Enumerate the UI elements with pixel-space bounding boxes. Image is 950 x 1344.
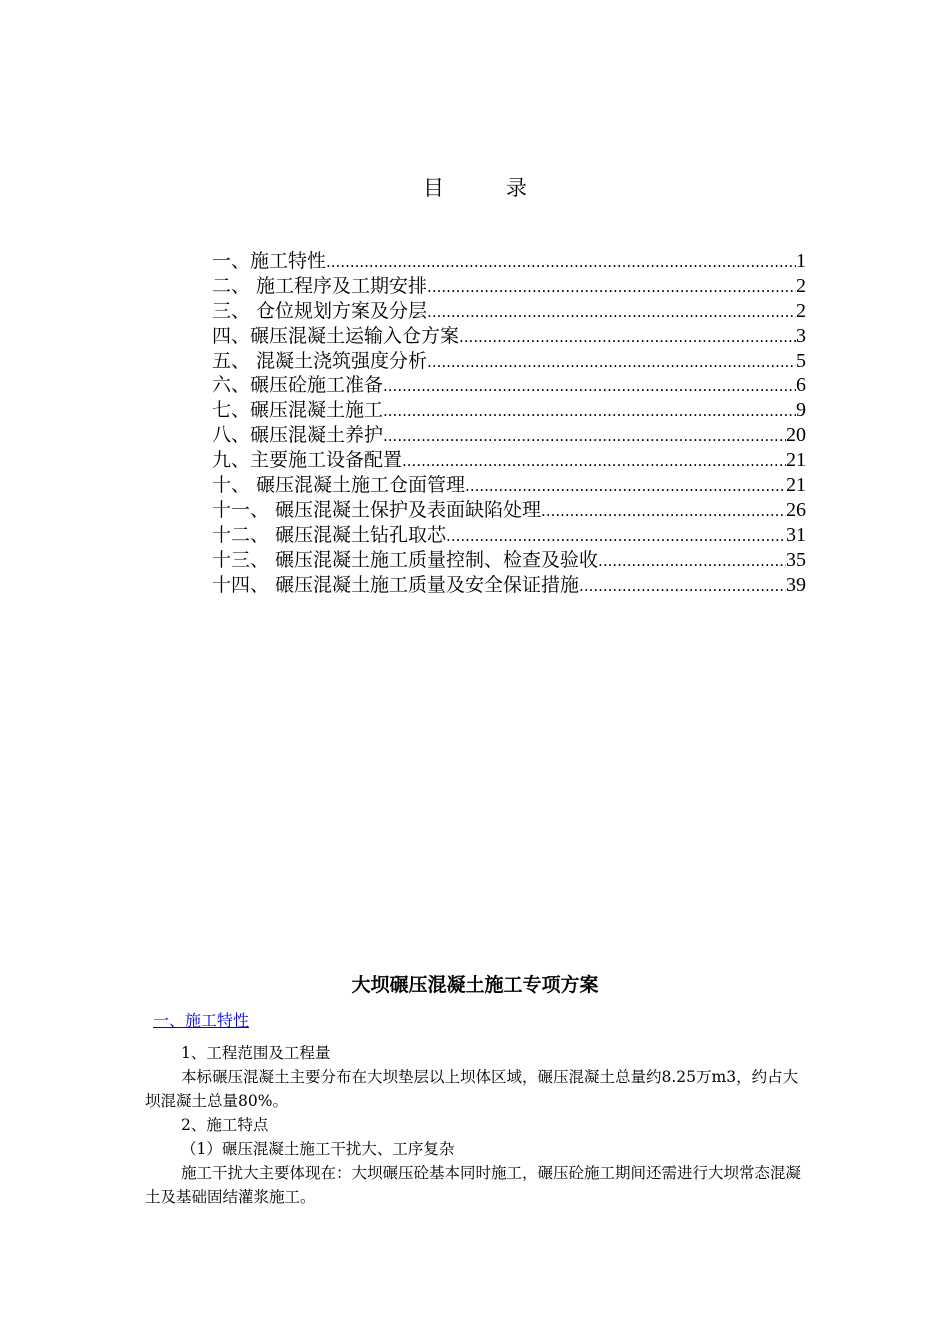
toc-entry-page: 1 <box>796 250 806 272</box>
toc-entry[interactable] <box>212 473 806 498</box>
toc-leader-dots <box>383 374 796 399</box>
toc-entry[interactable] <box>212 448 806 473</box>
section-link-construction-characteristics[interactable]: 一、施工特性 <box>153 1011 250 1030</box>
toc-entry[interactable] <box>212 324 806 349</box>
toc-entry-page: 39 <box>786 573 806 596</box>
toc-entry-page: 35 <box>786 548 806 571</box>
toc-leader-dots <box>427 275 796 300</box>
toc-entry-label: 二、 施工程序及工期安排 <box>212 274 428 297</box>
toc-leader-dots <box>326 250 796 275</box>
toc-entry-label: 十四、 碾压混凝土施工质量及安全保证措施 <box>212 573 580 596</box>
toc-entry[interactable] <box>212 573 806 598</box>
toc-entry-label: 十三、 碾压混凝土施工质量控制、检查及验收 <box>212 548 599 571</box>
body-paragraph: 2、施工特点 <box>181 1116 269 1134</box>
toc-entry-page: 21 <box>786 449 806 472</box>
toc-entry[interactable] <box>212 274 806 299</box>
toc-entry-page: 26 <box>786 498 806 521</box>
document-body <box>145 1041 805 1209</box>
toc-entry-label: 一、施工特性 <box>212 250 327 272</box>
toc-title-char-2: 录 <box>506 176 527 200</box>
body-paragraph: （1）碾压混凝土施工干扰大、工序复杂 <box>181 1140 455 1158</box>
toc-entry[interactable] <box>212 423 806 448</box>
toc-entry[interactable] <box>212 498 806 523</box>
toc-entry-page: 2 <box>796 299 806 322</box>
toc-entry[interactable] <box>212 373 806 398</box>
toc-entry-label: 五、 混凝土浇筑强度分析 <box>212 349 428 372</box>
toc-entry-label: 四、碾压混凝土运输入仓方案 <box>212 324 460 347</box>
document-title: 大坝碾压混凝土施工专项方案 <box>351 974 599 996</box>
toc-entry[interactable] <box>212 249 806 274</box>
toc-leader-dots <box>427 300 796 325</box>
toc-entry-page: 20 <box>786 424 806 447</box>
toc-entry-page: 9 <box>796 399 806 422</box>
toc-entry-page: 3 <box>796 324 806 347</box>
toc-leader-dots <box>427 350 796 375</box>
toc-leader-dots <box>446 524 786 549</box>
toc-entry-page: 31 <box>786 523 806 546</box>
toc-entry[interactable] <box>212 349 806 374</box>
toc-leader-dots <box>598 549 786 574</box>
toc-leader-dots <box>541 499 786 524</box>
toc-entry-label: 十二、 碾压混凝土钻孔取芯 <box>212 523 447 546</box>
toc-entry-label: 三、 仓位规划方案及分层 <box>212 299 428 322</box>
toc-entry-label: 十一、 碾压混凝土保护及表面缺陷处理 <box>212 498 542 521</box>
body-paragraph: 本标碾压混凝土主要分布在大坝垫层以上坝体区域，碾压混凝土总量约8.25万m3，约占大坝混凝土总量80%。 <box>145 1068 799 1110</box>
toc-entry[interactable] <box>212 299 806 324</box>
toc-leader-dots <box>579 574 786 599</box>
toc-leader-dots <box>402 449 786 474</box>
toc-entry-label: 九、主要施工设备配置 <box>212 449 403 472</box>
toc-entry-page: 6 <box>796 374 806 397</box>
toc-leader-dots <box>383 399 796 424</box>
toc-title-char-1: 目 <box>423 176 444 200</box>
toc-leader-dots <box>459 325 796 350</box>
body-paragraph: 施工干扰大主要体现在：大坝碾压砼基本同时施工，碾压砼施工期间还需进行大坝常态混凝土及基础固结灌浆施工。 <box>145 1164 802 1206</box>
table-of-contents <box>212 249 806 597</box>
toc-entry-label: 十、 碾压混凝土施工仓面管理 <box>212 474 466 497</box>
toc-entry[interactable] <box>212 398 806 423</box>
toc-entry-label: 八、碾压混凝土养护 <box>212 424 384 447</box>
toc-leader-dots <box>465 474 786 499</box>
toc-entry-label: 六、碾压砼施工准备 <box>212 374 384 397</box>
toc-entry-page: 21 <box>786 474 806 497</box>
toc-entry[interactable] <box>212 548 806 573</box>
toc-entry[interactable] <box>212 523 806 548</box>
toc-title <box>0 172 950 202</box>
toc-entry-page: 5 <box>796 349 806 372</box>
toc-leader-dots <box>383 424 786 449</box>
toc-entry-label: 七、碾压混凝土施工 <box>212 399 384 422</box>
body-paragraph: 1、工程范围及工程量 <box>181 1044 331 1062</box>
toc-entry-page: 2 <box>796 274 806 297</box>
